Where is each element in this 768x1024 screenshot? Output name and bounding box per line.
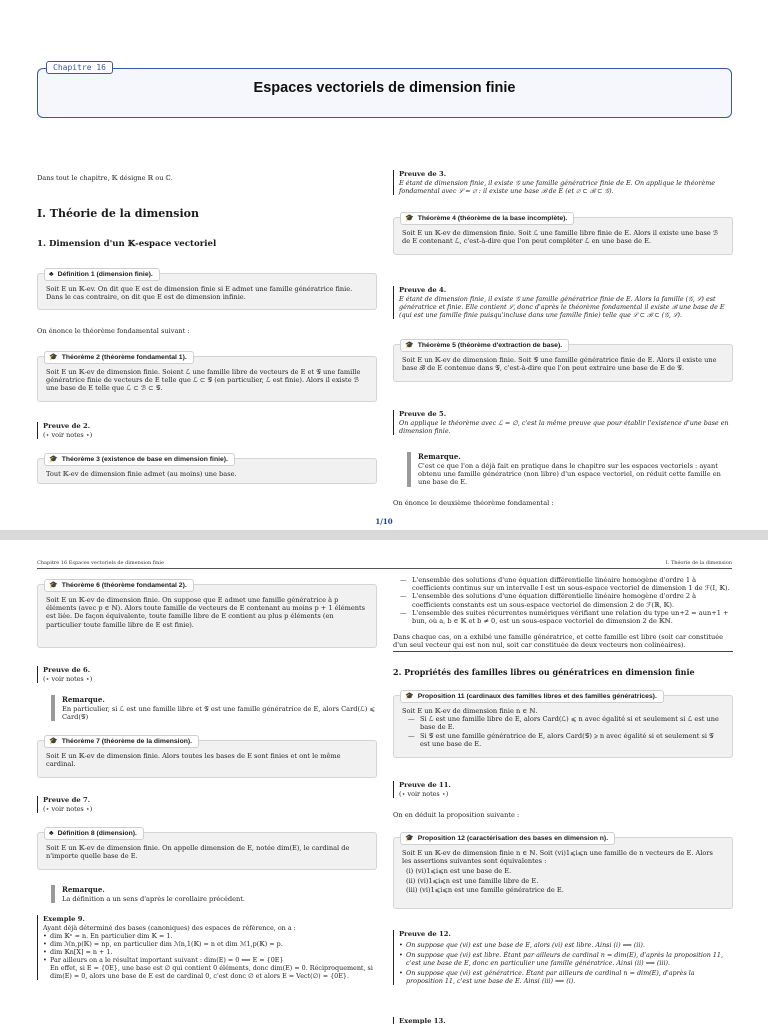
graduation-cap-icon: 🎓 (49, 582, 58, 589)
theorem-body: Soit E un 𝕂-ev de dimension finie. On suppose que E admet une famille génératrice à p éléments (avec p ∈ ℕ). Alors toute famille de vecteurs de E contenant au moins p + 1 éléments est liée. De façon équivalente, toute famille libre de E contient au plus p éléments (en particulier toute famille libre de E est finie). (46, 596, 366, 629)
theorem-title: 🎓 Théorème 5 (théorème d'extraction de base). (400, 339, 569, 352)
remark-body: En particulier, si ℒ est une famille libre et 𝒢 est une famille génératrice de E, alors Card(ℒ) ⩽ Card(𝒢) (62, 705, 375, 722)
running-header-left: Chapitre 16 Espaces vectoriels de dimension finie (37, 560, 164, 566)
proof-block (393, 170, 733, 195)
list-item: • On suppose que (vi) est génératrice. Étant par ailleurs de cardinal n = dim(E), d'après la proposition 11, c'est une base de E. Ainsi (iii) ⟹ (i). (399, 969, 733, 985)
theorem-body: Tout 𝕂-ev de dimension finie admet (au moins) une base. (46, 470, 237, 478)
example-block (393, 1017, 733, 1024)
list-item: (i) (vi)1⩽i⩽n est une base de E. (406, 867, 512, 876)
example-title: Exemple 9. (43, 915, 85, 923)
header-rule (37, 568, 732, 569)
example-title: Exemple 13. (399, 1017, 446, 1024)
proposition-title: 🎓 Proposition 12 (caractérisation des bases en dimension n). (400, 832, 615, 845)
page-number: 1/10 (375, 517, 393, 526)
definition-title: ♣ Définition 1 (dimension finie). (44, 268, 160, 281)
proof-body: (⋆ voir notes ⋆) (399, 790, 449, 798)
proof-block (37, 666, 367, 683)
proof-body: E étant de dimension finie, il existe 𝒢 une famille génératrice finie de E. On applique le théorème fondamental avec ℒ = ∅ : il existe une base ℬ de E (et ∅ ⊂ ℬ ⊂ 𝒢). (399, 179, 716, 195)
definition-box (37, 273, 377, 310)
theorem-title: 🎓 Théorème 7 (théorème de la dimension). (44, 735, 199, 748)
theorem-box (37, 356, 377, 402)
theorem-box (393, 344, 733, 382)
remark-block (407, 452, 733, 487)
chapter-tag: Chapitre 16 (46, 61, 113, 74)
subsection-heading: 2. Propriétés des familles libres ou génératrices en dimension finie (393, 667, 695, 677)
subsection-heading: 1. Dimension d'un 𝕂-espace vectoriel (37, 239, 217, 249)
definition-title: ♣ Définition 8 (dimension). (44, 827, 144, 840)
proposition-intro: Soit E un 𝕂-ev de dimension finie n ∈ ℕ. (402, 707, 538, 715)
theorem-body: Soit E un 𝕂-ev de dimension finie. Soient ℒ une famille libre de vecteurs de E et 𝒢 une famille génératrice finie de vecteurs de E telle que ℒ ⊂ 𝒢 (en particulier, ℒ est finie). Alors il existe ℬ une base de E telle que ℒ ⊂ ℬ ⊂ 𝒢. (46, 368, 361, 393)
list-item: • dim 𝕂n[X] = n + 1. (43, 948, 377, 956)
theorem-title: 🎓 Théorème 2 (théorème fondamental 1). (44, 351, 194, 364)
proof-title: Preuve de 3. (399, 170, 447, 178)
proof-block (393, 781, 733, 798)
proof-title: Preuve de 6. (43, 666, 91, 674)
remark-body: C'est ce que l'on a déjà fait en pratique dans le chapitre sur les espaces vectoriels : ayant obtenu une famille génératrice (non libre) d'un espace vectoriel, on réduit cette famille en une base de E. (418, 462, 721, 487)
proof-block (393, 286, 733, 319)
theorem-box (37, 584, 377, 648)
list-item: • On suppose que (vi) est libre. Étant par ailleurs de cardinal n = dim(E), d'après la proposition 11, c'est une base de E, donc en particulier une famille génératrice. Ainsi (ii) ⟹ (iii). (399, 951, 733, 967)
theorem-title: 🎓 Théorème 6 (théorème fondamental 2). (44, 579, 194, 592)
proposition-body (402, 707, 724, 748)
definition-icon: ♣ (49, 271, 54, 278)
proposition-title: 🎓 Proposition 11 (cardinaux des familles libres et des familles génératrices). (400, 690, 664, 703)
theorem-title: 🎓 Théorème 4 (théorème de la base incomplète). (400, 212, 574, 225)
definition-body: Soit E un 𝕂-ev de dimension finie. On appelle dimension de E, notée dim(E), le cardinal de n'importe quelle base de E. (46, 844, 350, 861)
list-item: — L'ensemble des suites récurrentes numériques vérifiant une relation du type un+2 = aun+1 + bun, où a, b ∈ 𝕂 et b ≠ 0, est un sous-espace vectoriel de dimension 2 de 𝕂ℕ. (400, 609, 733, 625)
intro-text: Dans tout le chapitre, 𝕂 désigne ℝ ou ℂ. (37, 174, 173, 182)
theorem-body: Soit E un 𝕂-ev de dimension finie. Alors toutes les bases de E sont finies et ont le même cardinal. (46, 752, 341, 769)
proposition-body (402, 849, 724, 896)
proof-title: Preuve de 11. (399, 781, 451, 789)
definition-body: Soit E un 𝕂-ev. On dit que E est de dimension finie si E admet une famille génératrice finie. Dans le cas contraire, on dit que E est de dimension infinie. (46, 285, 353, 302)
proposition-box (393, 837, 733, 909)
proposition-box (393, 695, 733, 758)
proof-body: E étant de dimension finie, il existe 𝒢 une famille génératrice finie de E. Alors la famille (𝒢, ℒ) est génératrice et finie. Elle contient ℒ, donc d'après le théorème fondamental il existe ℬ une base de E (qui est une famille finie puisqu'incluse dans une famille finie) telle que ℒ ⊂ ℬ ⊂ (𝒢, ℒ). (399, 295, 725, 319)
chapter-title: Espaces vectoriels de dimension finie (253, 80, 516, 96)
example-list (43, 932, 377, 964)
deduce-text: On en déduit la proposition suivante : (393, 811, 520, 819)
list-item: • Par ailleurs on a le résultat important suivant : dim(E) = 0 ⟺ E = {0E} (43, 956, 377, 964)
proof-body: (⋆ voir notes ⋆) (43, 805, 93, 813)
running-header-right: I. Théorie de la dimension (665, 560, 732, 566)
remark-body: La définition a un sens d'après le corollaire précédent. (62, 895, 245, 903)
theorem-body: Soit E un 𝕂-ev de dimension finie. Soit ℒ une famille libre finie de E. Alors il existe une base ℬ de E contenant ℒ, c'est-à-dire que l'on peut compléter ℒ en une base de E. (402, 229, 719, 246)
proof-body: On applique le théorème avec ℒ = ∅, c'est la même preuve que pour établir l'existence d'une base en dimension finie. (399, 419, 729, 435)
theorem-title: 🎓 Théorème 3 (existence de base en dimension finie). (44, 453, 235, 466)
graduation-cap-icon: 🎓 (405, 835, 414, 842)
example-block (37, 915, 377, 980)
proof-title: Preuve de 2. (43, 422, 91, 430)
page-2 (0, 540, 768, 1024)
section-heading: I. Théorie de la dimension (37, 207, 199, 220)
proof-block (393, 410, 733, 435)
graduation-cap-icon: 🎓 (405, 342, 414, 349)
theorem-box (37, 458, 377, 484)
theorem-box (37, 740, 377, 778)
proof-title: Preuve de 5. (399, 410, 447, 418)
proof-block (393, 930, 733, 985)
theorem-body: Soit E un 𝕂-ev de dimension finie. Soit 𝒢 une famille génératrice finie de E. Alors il existe une base ℬ de E contenue dans 𝒢, c'est-à-dire que l'on peut extraire une base de E de 𝒢. (402, 356, 717, 373)
list-item: • On suppose que (vi) est une base de E, alors (vi) est libre. Ainsi (i) ⟹ (ii). (399, 941, 733, 949)
announce-text: On énonce le deuxième théorème fondamental : (393, 499, 554, 507)
list-item: — L'ensemble des solutions d'une équation différentielle linéaire homogène d'ordre 1 à coefficients continus sur un intervalle I est un sous-espace vectoriel de dimension 1 de ℱ(I, 𝕂). (400, 576, 733, 592)
example-tail: En effet, si E = {0E}, une base est ∅ qui contient 0 éléments, donc dim(E) = 0. Réciproquement, si dim(E) = 0, alors une base de E est de cardinal 0, c'est donc ∅ et alors E = Vect(∅) = {0E}. (50, 964, 373, 980)
proposition-list (402, 715, 724, 748)
list-item: — L'ensemble des solutions d'une équation différentielle linéaire homogène d'ordre 2 à coefficients constants est un sous-espace vectoriel de dimension 2 de ℱ(ℝ, 𝕂). (400, 592, 733, 608)
graduation-cap-icon: 🎓 (405, 215, 414, 222)
proposition-list (402, 867, 724, 896)
proof-body: (⋆ voir notes ⋆) (43, 431, 93, 439)
proof-block (37, 796, 367, 813)
list-item: — Si ℒ est une famille libre de E, alors Card(ℒ) ⩽ n avec égalité si et seulement si ℒ est une base de E. (408, 715, 724, 731)
proof-title: Preuve de 12. (399, 930, 451, 938)
definition-icon: ♣ (49, 830, 54, 837)
example-intro: Ayant déjà déterminé des bases (canoniques) des espaces de référence, on a : (43, 924, 296, 932)
examples-conclusion: Dans chaque cas, on a exhibé une famille génératrice, et cette famille est libre (soit car constituée d'un seul vecteur qui est non nul, soit car constituée de deux vecteurs non colinéaires). (393, 633, 733, 652)
remark-title: Remarque. (418, 452, 461, 461)
announce-text: On énonce le théorème fondamental suivant : (37, 327, 190, 335)
proof-block (37, 422, 367, 439)
remark-block (51, 885, 377, 903)
list-item: (ii) (vi)1⩽i⩽n est une famille libre de E. (406, 876, 539, 885)
dimension-examples-list (400, 576, 733, 625)
remark-title: Remarque. (62, 885, 105, 894)
graduation-cap-icon: 🎓 (49, 738, 58, 745)
proposition-intro: Soit E un 𝕂-ev de dimension finie n ∈ ℕ. Soit (vi)1⩽i⩽n une famille de n vecteurs de E. Alors les assertions suivantes sont équivalentes : (402, 849, 713, 866)
definition-box (37, 832, 377, 870)
proof-list (399, 941, 733, 985)
graduation-cap-icon: 🎓 (405, 693, 414, 700)
proof-title: Preuve de 4. (399, 286, 447, 294)
list-item: — Si 𝒢 est une famille génératrice de E, alors Card(𝒢) ⩾ n avec égalité si et seulement si 𝒢 est une base de E. (408, 732, 724, 748)
graduation-cap-icon: 🎓 (49, 456, 58, 463)
proof-body: (⋆ voir notes ⋆) (43, 675, 93, 683)
remark-block (51, 695, 377, 721)
list-item: (iii) (vi)1⩽i⩽n est une famille génératrice de E. (406, 886, 564, 895)
list-item: • dim ℳn,p(𝕂) = np, en particulier dim ℳn,1(𝕂) = n et dim ℳ1,p(𝕂) = p. (43, 940, 377, 948)
theorem-box (393, 217, 733, 255)
remark-title: Remarque. (62, 695, 105, 704)
list-item: • dim 𝕂ⁿ = n. En particulier dim 𝕂 = 1. (43, 932, 377, 940)
graduation-cap-icon: 🎓 (49, 354, 58, 361)
proof-title: Preuve de 7. (43, 796, 91, 804)
